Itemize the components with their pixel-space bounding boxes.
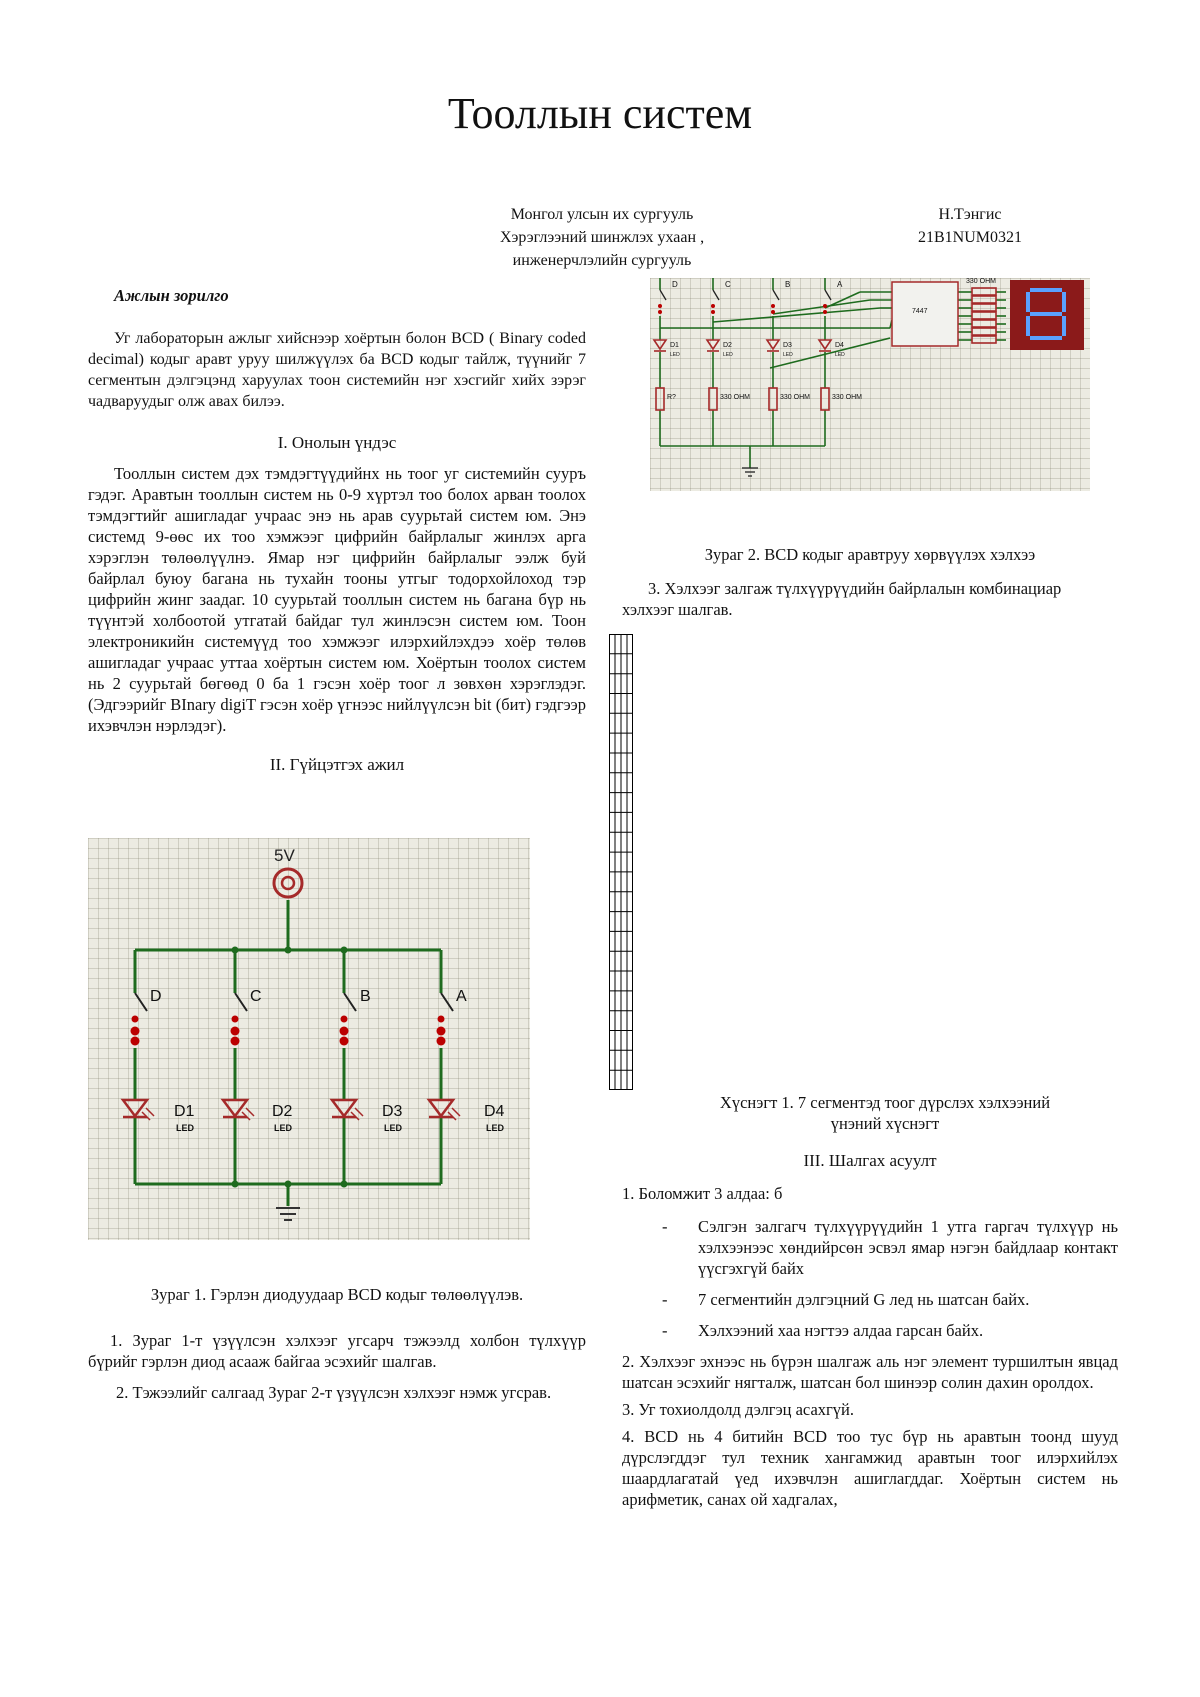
affiliation <box>452 203 752 272</box>
objective-text: Уг лабораторын ажлыг хийснээр хоёртын болон BCD ( Binary coded decimal) кодыг аравт уруу шилжүүлэх ба BCD кодыг тайлж, түүнийг 7 сегментын дэлгэцэнд харуулах тоон системийн нэг хэсгийг хийх зэрэг чадваруудыг олж авах билээ. <box>88 330 586 410</box>
author-id: 21B1NUM0321 <box>917 229 1022 246</box>
truth-table <box>609 634 633 1090</box>
fig2-diode-d2-label: D2 <box>723 342 732 349</box>
section3-heading: III. Шалгах асуулт <box>803 1151 937 1170</box>
fig2-diode-d4-label: D4 <box>835 342 844 349</box>
switch-d-symbol <box>125 981 149 1051</box>
fig2-diode-d1-label: D1 <box>670 342 679 349</box>
fig2-switch-c-label: C <box>725 280 731 289</box>
diode-d2-symbol <box>220 1096 256 1122</box>
diode-d1 <box>120 1096 156 1122</box>
figure1-circuit <box>88 838 530 1240</box>
step3-paragraph: 3. Хэлхээг залгаж түлхүүрүүдийн байрлалын комбинациар хэлхээг шалгав. <box>622 579 1062 619</box>
figure2-circuit <box>650 278 1090 491</box>
fig2-resistor-1-label: R? <box>667 394 676 401</box>
question4: 4. BCD нь 4 битийн BCD тоо тус бүр нь аравтын тоонд шууд дүрслэгддэг тул техник хангамжид аравтын тоог илэрхийлэх шаардлагатай үед ихэвчлэн ашиглагддаг. Хоёртын систем нь арифметик, санах ой хадгалах, <box>622 1427 1118 1509</box>
fig2-switch-d-label: D <box>672 280 678 289</box>
fig2-switch-b-label: B <box>785 280 791 289</box>
fig2-diode-d1-type: LED <box>670 352 680 358</box>
fig2-decoder-label: 7447 <box>912 308 928 315</box>
diode-d4-type: LED <box>486 1123 504 1133</box>
bullet-1-text: Сэлгэн залгагч түлхүүрүүдийн 1 утга гаргач түлхүүр нь хэлхээнээс хөндийрсөн эсвэл ямар нэгэн байдлаар контакт үүсгэхгүй байх <box>698 1217 1118 1278</box>
supply-label: 5V <box>274 846 295 865</box>
question3: 3. Уг тохиолдолд дэлгэц асахгүй. <box>622 1400 855 1419</box>
bullet-2: - 7 сегментийн дэлгэцний G лед нь шатсан байх. <box>662 1290 1030 1309</box>
objective-heading: Ажлын зорилго <box>114 286 229 305</box>
fig2-resistor-bank-label: 330 OHM <box>966 278 996 285</box>
table1-caption-line2: үнэний хүснэгт <box>830 1114 940 1133</box>
section1-heading: I. Онолын үндэс <box>277 433 397 452</box>
fig2-resistor-2-label: 330 OHM <box>720 394 750 401</box>
fig2-switch-a-label: A <box>837 280 843 289</box>
bullet-3-text: Хэлхээний хаа нэгтээ алдаа гарсан байх. <box>698 1321 984 1340</box>
bullet-2-text: 7 сегментийн дэлгэцний G лед нь шатсан байх. <box>698 1290 1030 1309</box>
diode-d4 <box>426 1096 462 1122</box>
fig2-resistor-4-label: 330 OHM <box>832 394 862 401</box>
truth-table-grid <box>609 634 633 1090</box>
step3-text <box>622 578 1092 620</box>
figure2-svg <box>650 278 1090 491</box>
diode-d2-type: LED <box>274 1123 292 1133</box>
switch-c-label: C <box>250 988 262 1005</box>
page-title: Тооллын систем <box>447 89 753 138</box>
right-column-questions <box>622 1150 1118 1510</box>
section1-text: Тооллын систем дэх тэмдэгтүүдийнх нь тоог уг системийн сууръ гэдэг. Аравтын тооллын систем нь 0-9 хүртэл тоо болох арван тоолох тэмдэгтийг ашигладаг учраас энэ нь арав суурьтай систем юм. Энэ системд 9-өөс их тоо хэмжээг цифрийн байрлалыг жинлэх арга хэрэглэн төлөөлүүлнэ. Ямар нэг цифрийн байрлалыг ээлж буй байрлал буюу багана нь тухайн тооны утгыг тодорхойлоход тэр цифрийн жинг заадаг. 10 суурьтай тооллын систем нь багана бүр нь түүнтэй холбоотой утгатай байдаг тул жинлэсэн систем юм. Тоон электроникийн системүүд тоо хэмжээг илэрхийлэхдээ хоёр төлөв ашигладаг учраас уттаа хоёртын систем юм. Хоёртын тоолох систем нь 2 суурьтай бөгөөд 0 ба 1 гэсэн хоёр тоог л зөвхөн хэрэглэдэг. (Эдгээрийг BInary digiT гэсэн хоёр үгнээс нийлүүлсэн bit (бит) гэдгээр ихэвчлэн нэрлэдэг). <box>88 464 586 735</box>
switch-b <box>334 981 358 1051</box>
author-block <box>880 203 1060 249</box>
question1: 1. Боломжит 3 алдаа: б <box>622 1184 783 1203</box>
diode-d4-symbol <box>426 1096 462 1122</box>
step1-text: 1. Зураг 1-т үзүүлсэн хэлхээг угсарч тэжээлд холбон түлхүүр бүрийг гэрлэн диод асааж байгаа эсэхийг шалгав. <box>88 1331 586 1371</box>
diode-d2 <box>220 1096 256 1122</box>
step2-text: 2. Тэжээлийг салгаад Зураг 2-т үзүүлсэн хэлхээг нэмж угсрав. <box>116 1383 552 1402</box>
switch-d <box>125 981 149 1051</box>
table1-caption-line1: Хүснэгт 1. 7 сегментэд тоог дүрслэх хэлхээний <box>719 1093 1051 1112</box>
left-column <box>88 285 586 775</box>
left-steps <box>88 1330 586 1403</box>
table1-caption <box>650 1092 1120 1134</box>
switch-b-symbol <box>334 981 358 1051</box>
diode-d3-label: D3 <box>382 1103 403 1120</box>
bullet-1: - Сэлгэн залгагч түлхүүрүүдийн 1 утга гаргач түлхүүр нь хэлхээнээс хөндийрсөн эсвэл ямар нэгэн байдлаар контакт үүсгэхгүй байх <box>662 1217 1118 1278</box>
author-name: Н.Тэнгис <box>938 206 1002 223</box>
fig2-diode-d2-type: LED <box>723 352 733 358</box>
switch-b-label: B <box>360 988 371 1005</box>
diode-d3 <box>329 1096 365 1122</box>
affiliation-line2: Хэрэглээний шинжлэх ухаан , <box>499 229 705 246</box>
affiliation-line1: Монгол улсын их сургууль <box>510 206 694 223</box>
diode-d3-symbol <box>329 1096 365 1122</box>
question2: 2. Хэлхээг эхнээс нь бүрэн шалгаж аль нэг элемент туршилтын явцад шатсан эсэхийг нягталж, шатсан бол шинээр солин дахин оролдох. <box>622 1352 1118 1392</box>
switch-d-label: D <box>150 988 162 1005</box>
switch-a-label: A <box>456 988 467 1005</box>
fig2-diode-d3-type: LED <box>783 352 793 358</box>
figure1-caption: Зураг 1. Гэрлэн диодуудаар BCD кодыг төлөөлүүлэв. <box>150 1285 524 1304</box>
fig2-resistor-3-label: 330 OHM <box>780 394 810 401</box>
affiliation-line3: инженерчлэлийн сургууль <box>512 252 692 269</box>
diode-d1-type: LED <box>176 1123 194 1133</box>
fig2-diode-d4-type: LED <box>835 352 845 358</box>
switch-c <box>225 981 249 1051</box>
diode-d2-label: D2 <box>272 1103 293 1120</box>
diode-d4-label: D4 <box>484 1103 505 1120</box>
switch-c-symbol <box>225 981 249 1051</box>
diode-d1-label: D1 <box>174 1103 195 1120</box>
figure2-caption: Зураг 2. BCD кодыг аравтруу хөрвүүлэх хэлхээ <box>704 545 1036 564</box>
bullet-3: - Хэлхээний хаа нэгтээ алдаа гарсан байх. <box>662 1321 984 1340</box>
diode-d1-symbol <box>120 1096 156 1122</box>
fig2-diode-d3-label: D3 <box>783 342 792 349</box>
figure1-svg <box>88 838 530 1240</box>
section2-heading: II. Гүйцэтгэх ажил <box>269 755 405 774</box>
switch-a <box>431 981 455 1051</box>
diode-d3-type: LED <box>384 1123 402 1133</box>
switch-a-symbol <box>431 981 455 1051</box>
